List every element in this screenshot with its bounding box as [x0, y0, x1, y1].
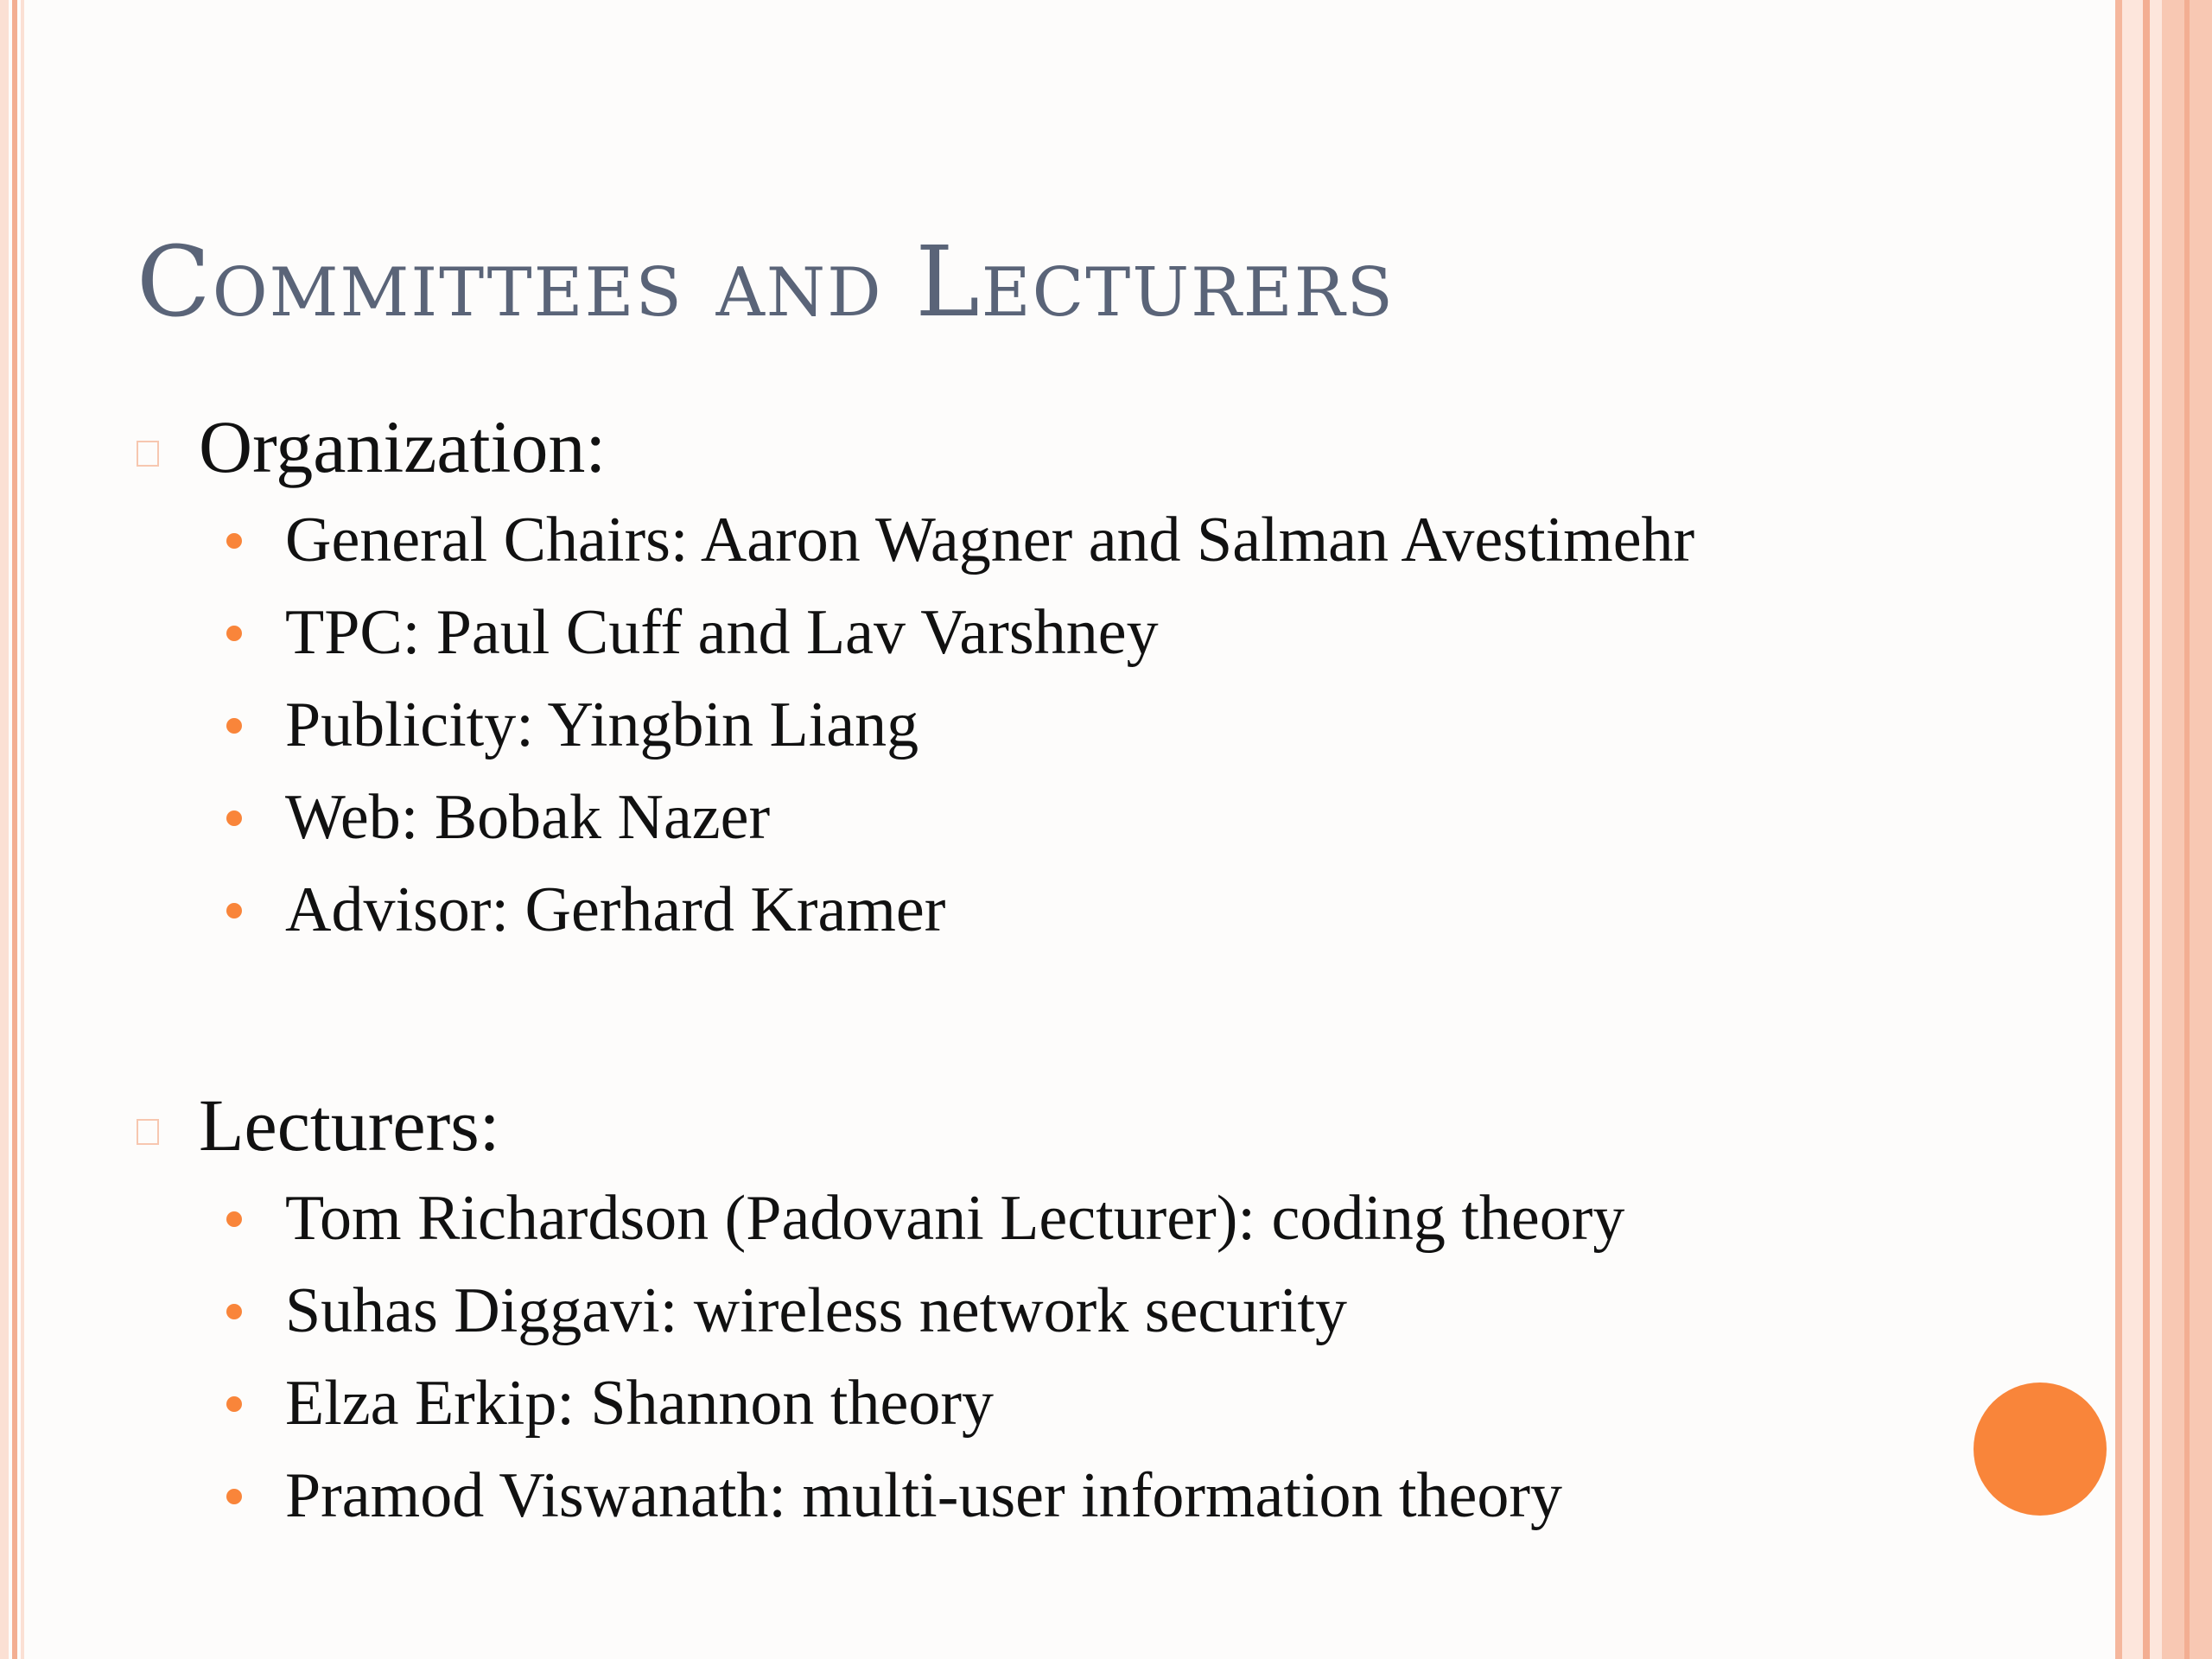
list-item — [137, 587, 2081, 679]
list-item — [137, 864, 2081, 957]
dot-bullet-icon — [226, 903, 242, 918]
list-item-text: Suhas Diggavi: wireless network security — [285, 1275, 1347, 1346]
list-item-text: Elza Erkip: Shannon theory — [285, 1368, 994, 1439]
list-item-text: Advisor: Gerhard Kramer — [285, 874, 946, 945]
lecturers-list — [137, 1173, 2081, 1542]
section-heading: Organization: — [199, 405, 607, 488]
square-bullet-icon — [137, 441, 159, 467]
section-heading: Lecturers: — [199, 1084, 500, 1166]
dot-bullet-icon — [226, 1304, 242, 1319]
organization-list — [137, 494, 2081, 957]
dot-bullet-icon — [226, 533, 242, 549]
left-border-stripe — [12, 0, 17, 1659]
lecturers-section — [137, 1077, 2081, 1542]
dot-bullet-icon — [226, 1489, 242, 1504]
list-item — [137, 1357, 2081, 1450]
section-heading-row — [137, 399, 2081, 494]
right-border-band — [2143, 0, 2150, 1659]
slide-title: Committees and Lecturers — [137, 226, 1395, 339]
square-bullet-icon — [137, 1119, 159, 1145]
dot-bullet-icon — [226, 810, 242, 826]
right-border-band — [2150, 0, 2162, 1659]
list-item — [137, 1265, 2081, 1357]
list-item-text: Publicity: Yingbin Liang — [285, 690, 919, 760]
dot-bullet-icon — [226, 1396, 242, 1412]
dot-bullet-icon — [226, 1211, 242, 1227]
list-item-text: Web: Bobak Nazer — [285, 782, 771, 853]
right-border-band — [2115, 0, 2122, 1659]
list-item-text: TPC: Paul Cuff and Lav Varshney — [285, 597, 1159, 668]
dot-bullet-icon — [226, 626, 242, 641]
list-item-text: Tom Richardson (Padovani Lecturer): coding theory — [285, 1183, 1625, 1254]
list-item — [137, 1450, 2081, 1542]
organization-section — [137, 399, 2081, 957]
list-item — [137, 679, 2081, 772]
left-border-stripe — [21, 0, 24, 1659]
right-border-band — [2184, 0, 2190, 1659]
right-border-band — [2122, 0, 2143, 1659]
list-item — [137, 772, 2081, 864]
left-border-stripe — [0, 0, 9, 1659]
list-item-text: Pramod Viswanath: multi-user information theory — [285, 1460, 1563, 1531]
dot-bullet-icon — [226, 718, 242, 734]
list-item-text: General Chairs: Aaron Wagner and Salman Avestimehr — [285, 505, 1695, 575]
list-item — [137, 494, 2081, 587]
list-item — [137, 1173, 2081, 1265]
section-heading-row — [137, 1077, 2081, 1173]
